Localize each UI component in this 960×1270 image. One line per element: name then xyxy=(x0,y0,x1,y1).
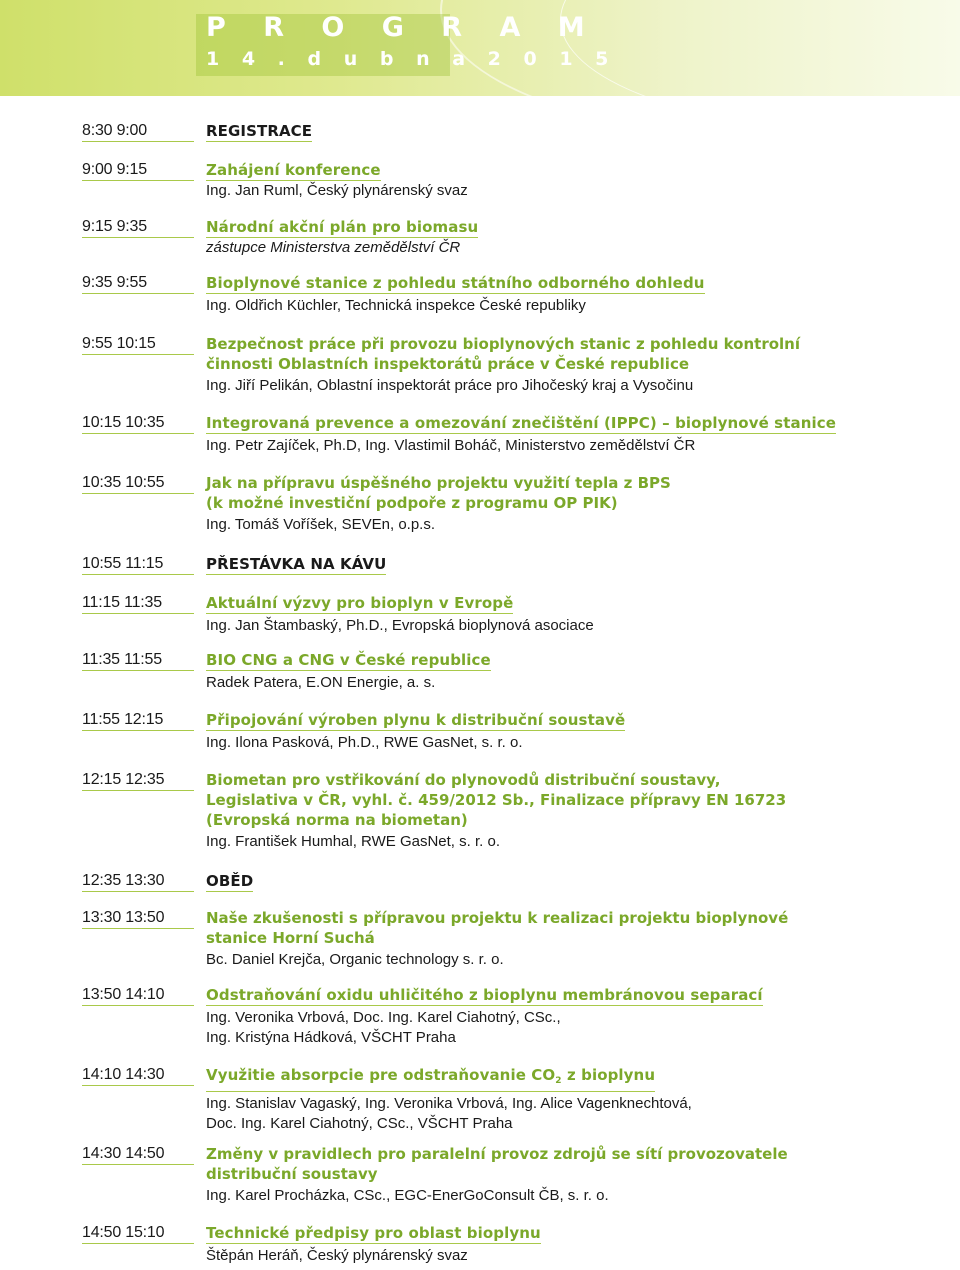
session-speaker: Ing. Tomáš Voříšek, SEVEn, o.p.s. xyxy=(206,516,436,533)
session-title-line: Naše zkušenosti s přípravou projektu k realizaci projektu bioplynové xyxy=(206,909,789,927)
session-content xyxy=(206,908,788,970)
session-content xyxy=(206,413,836,456)
session-title: Aktuální výzvy pro bioplyn v Evropě xyxy=(206,594,514,612)
session-title-line: (k možné investiční podpoře z programu OP PIK) xyxy=(206,494,618,512)
session-title: Technické předpisy pro oblast bioplynu xyxy=(206,1224,541,1242)
subscript: 2 xyxy=(555,1076,562,1086)
session-content xyxy=(206,871,253,892)
session-speaker: Ing. Veronika Vrbová, Doc. Ing. Karel Ciahotný, CSc., xyxy=(206,1009,561,1026)
session-title-line: činnosti Oblastních inspektorátů práce v České republice xyxy=(206,355,690,373)
session-title-text: z bioplynu xyxy=(561,1066,656,1084)
program-title: P R O G R A M xyxy=(206,12,599,43)
session-title: PŘESTÁVKA NA KÁVU xyxy=(206,555,387,573)
session-speaker: zástupce Ministerstva zemědělství ČR xyxy=(206,239,461,256)
session-speaker: Ing. Stanislav Vagaský, Ing. Veronika Vrbová, Ing. Alice Vagenknechtová, xyxy=(206,1095,692,1112)
session-title: Zahájení konference xyxy=(206,161,381,179)
session-title: Integrovaná prevence a omezování znečištění (IPPC) – bioplynové stanice xyxy=(206,414,836,432)
session-title-line: Jak na přípravu úspěšného projektu využití tepla z BPS xyxy=(206,474,671,492)
session-speaker: Ing. František Humhal, RWE GasNet, s. r. o. xyxy=(206,833,500,850)
session-speaker: Ing. Kristýna Hádková, VŠCHT Praha xyxy=(206,1029,456,1046)
session-title-line: (Evropská norma na biometan) xyxy=(206,811,468,829)
time-slot: 9:35 9:55 xyxy=(82,273,194,294)
session-content xyxy=(206,160,468,201)
session-title: Připojování výroben plynu k distribuční soustavě xyxy=(206,711,626,729)
time-slot: 9:55 10:15 xyxy=(82,334,194,355)
session-title-line: Legislativa v ČR, vyhl. č. 459/2012 Sb., Finalizace přípravy EN 16723 xyxy=(206,791,787,809)
session-content xyxy=(206,593,594,636)
time-slot: 11:15 11:35 xyxy=(82,593,194,614)
session-title-line: distribuční soustavy xyxy=(206,1165,378,1183)
session-speaker: Ing. Jiří Pelikán, Oblastní inspektorát práce pro Jihočeský kraj a Vysočinu xyxy=(206,377,694,394)
time-slot: 12:35 13:30 xyxy=(82,871,194,892)
session-title-line: Biometan pro vstřikování do plynovodů distribuční soustavy, xyxy=(206,771,721,789)
session-content xyxy=(206,334,800,396)
session-content xyxy=(206,217,478,258)
session-speaker: Radek Patera, E.ON Energie, a. s. xyxy=(206,674,436,691)
session-title-line: Změny v pravidlech pro paralelní provoz zdrojů se sítí provozovatele xyxy=(206,1145,788,1163)
session-content xyxy=(206,650,491,693)
program-date: 1 4 . d u b n a 2 0 1 5 xyxy=(206,48,617,70)
time-slot: 14:30 14:50 xyxy=(82,1144,194,1165)
session-content xyxy=(206,1223,541,1266)
session-speaker: Ing. Petr Zajíček, Ph.D, Ing. Vlastimil Boháč, Ministerstvo zemědělství ČR xyxy=(206,437,696,454)
time-slot: 12:15 12:35 xyxy=(82,770,194,791)
session-content xyxy=(206,985,763,1048)
decorative-swoosh xyxy=(560,0,960,96)
time-slot: 8:30 9:00 xyxy=(82,121,194,142)
session-title-line: stanice Horní Suchá xyxy=(206,929,375,947)
session-content xyxy=(206,710,625,753)
session-content xyxy=(206,770,786,852)
session-title: REGISTRACE xyxy=(206,122,313,140)
session-speaker: Ing. Karel Procházka, CSc., EGC-EnerGoConsult ČB, s. r. o. xyxy=(206,1187,609,1204)
session-speaker: Štěpán Heráň, Český plynárenský svaz xyxy=(206,1247,468,1264)
session-speaker: Ing. Oldřich Küchler, Technická inspekce České republiky xyxy=(206,297,586,314)
time-slot: 13:30 13:50 xyxy=(82,908,194,929)
time-slot: 14:50 15:10 xyxy=(82,1223,194,1244)
session-content xyxy=(206,554,386,575)
session-title xyxy=(206,1065,655,1092)
time-slot: 10:55 11:15 xyxy=(82,554,194,575)
session-speaker: Bc. Daniel Krejča, Organic technology s. r. o. xyxy=(206,951,504,968)
session-content xyxy=(206,273,705,316)
session-content xyxy=(206,1065,692,1134)
session-speaker: Ing. Ilona Pasková, Ph.D., RWE GasNet, s. r. o. xyxy=(206,734,523,751)
time-slot: 14:10 14:30 xyxy=(82,1065,194,1086)
time-slot: 11:55 12:15 xyxy=(82,710,194,731)
session-title: Bioplynové stanice z pohledu státního odborného dohledu xyxy=(206,274,705,292)
time-slot: 9:00 9:15 xyxy=(82,160,194,181)
session-speaker: Ing. Jan Ruml, Český plynárenský svaz xyxy=(206,182,468,199)
time-slot: 11:35 11:55 xyxy=(82,650,194,671)
session-title: OBĚD xyxy=(206,872,254,890)
session-content xyxy=(206,473,671,535)
time-slot: 13:50 14:10 xyxy=(82,985,194,1006)
session-content xyxy=(206,121,312,142)
session-title: Odstraňování oxidu uhličitého z bioplynu membránovou separací xyxy=(206,986,763,1004)
session-speaker: Ing. Jan Štambaský, Ph.D., Evropská bioplynová asociace xyxy=(206,617,594,634)
session-title: BIO CNG a CNG v České republice xyxy=(206,651,491,669)
session-speaker: Doc. Ing. Karel Ciahotný, CSc., VŠCHT Praha xyxy=(206,1115,513,1132)
header-banner xyxy=(0,0,960,96)
session-content xyxy=(206,1144,788,1206)
time-slot: 9:15 9:35 xyxy=(82,217,194,238)
session-title-text: Využitie absorpcie pre odstraňovanie CO xyxy=(206,1066,556,1084)
session-title-line: Bezpečnost práce při provozu bioplynových stanic z pohledu kontrolní xyxy=(206,335,800,353)
time-slot: 10:15 10:35 xyxy=(82,413,194,434)
session-title: Národní akční plán pro biomasu xyxy=(206,218,479,236)
time-slot: 10:35 10:55 xyxy=(82,473,194,494)
